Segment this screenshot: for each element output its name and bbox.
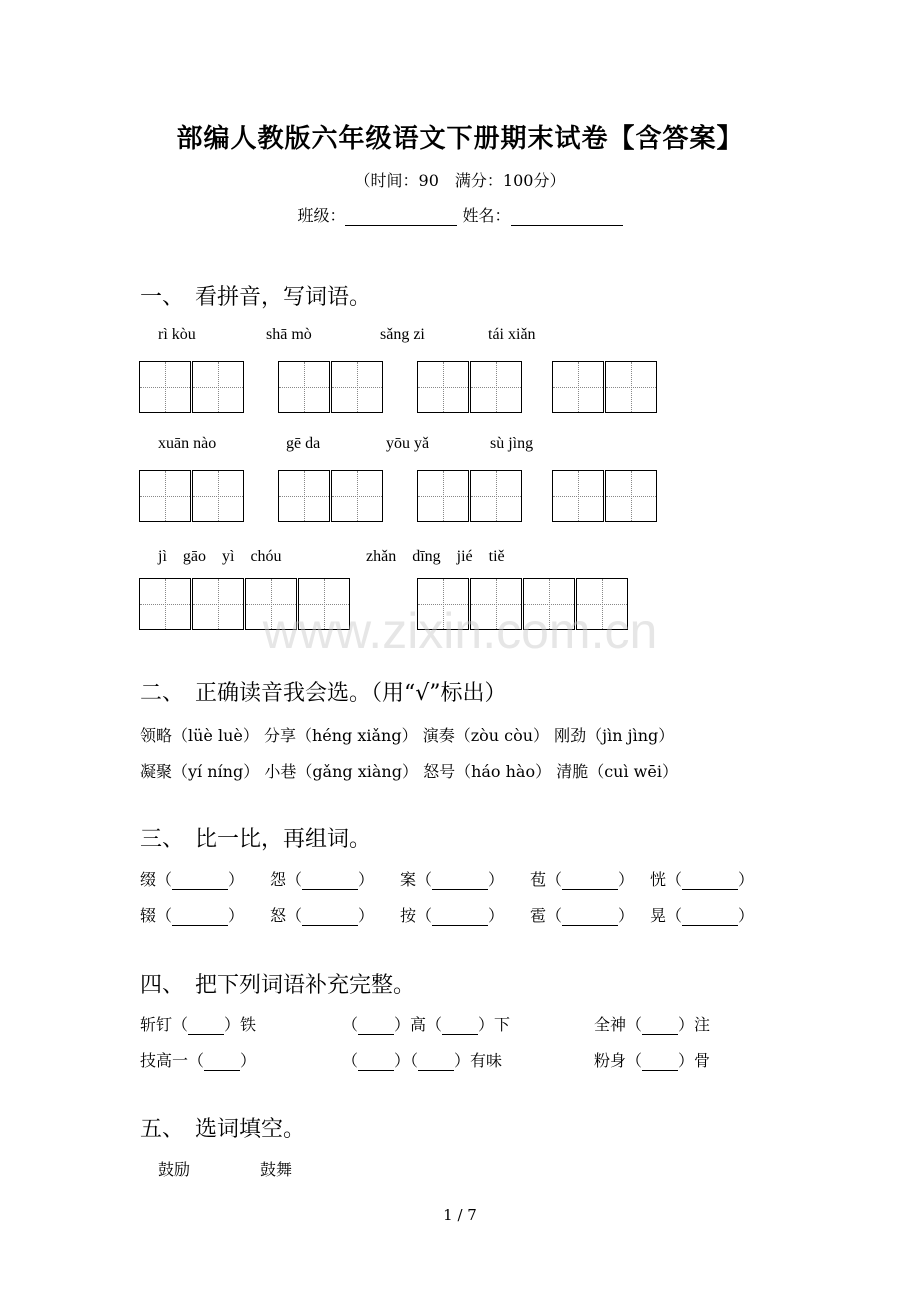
answer-blank[interactable]	[682, 875, 738, 890]
answer-blank[interactable]	[432, 911, 488, 926]
writing-grid-box[interactable]	[605, 470, 657, 522]
page-number: 1 / 7	[443, 1206, 477, 1224]
compare-item: 案（ ）	[400, 870, 505, 889]
answer-blank[interactable]	[682, 911, 738, 926]
compare-item: 雹（ ）	[530, 906, 635, 925]
pronunciation-item[interactable]: 怒号（háo hào）	[423, 762, 552, 781]
compare-item: 恍（ ）	[650, 870, 755, 889]
writing-grid-box[interactable]	[192, 361, 244, 413]
pinyin-label: yōu yǎ	[386, 435, 430, 452]
watermark: www.zixin.com.cn	[262, 603, 658, 659]
compare-item: 怨（ ）	[270, 870, 375, 889]
pinyin-label: sǎng zi	[380, 326, 425, 343]
writing-grid-box[interactable]	[331, 470, 383, 522]
name-label: 姓名：	[462, 206, 511, 225]
answer-blank[interactable]	[204, 1056, 240, 1071]
pinyin-label: sù jìng	[490, 435, 534, 452]
compare-item: 苞（ ）	[530, 870, 635, 889]
name-blank[interactable]	[511, 209, 623, 226]
answer-blank[interactable]	[172, 875, 228, 890]
compare-item: 怒（ ）	[270, 906, 375, 925]
pronunciation-item[interactable]: 领略（lüè luè）	[140, 726, 259, 745]
answer-blank[interactable]	[418, 1056, 454, 1071]
pronunciation-row	[140, 723, 674, 746]
pronunciation-item[interactable]: 凝聚（yí níng）	[140, 762, 260, 781]
idiom-item: （ ）（ ）有味	[342, 1051, 503, 1070]
pronunciation-item[interactable]: 刚劲（jìn jìng）	[554, 726, 675, 745]
pinyin-label: tái xiǎn	[488, 326, 536, 343]
section-5-title: 五、 选词填空。	[140, 1117, 306, 1142]
writing-grid-box[interactable]	[192, 470, 244, 522]
answer-blank[interactable]	[562, 911, 618, 926]
pronunciation-item[interactable]: 演奏（zòu còu）	[422, 726, 550, 745]
word-option: 鼓励	[158, 1160, 191, 1179]
writing-grid-box[interactable]	[417, 361, 469, 413]
idiom-item: 技高一（ ）	[140, 1051, 257, 1070]
pronunciation-item[interactable]: 分享（héng xiǎng）	[263, 726, 418, 745]
answer-blank[interactable]	[432, 875, 488, 890]
page-title: 部编人教版六年级语文下册期末试卷【含答案】	[176, 124, 744, 154]
writing-grid-box[interactable]	[331, 361, 383, 413]
writing-grid-box[interactable]	[139, 470, 191, 522]
pinyin-label: jì gāo yì chóu	[158, 548, 282, 565]
idiom-item: 斩钉（ ）铁	[140, 1015, 257, 1034]
pinyin-label: shā mò	[266, 326, 312, 343]
idiom-item: （ ）高（ ）下	[342, 1015, 511, 1034]
section-3-title: 三、 比一比，再组词。	[140, 827, 372, 852]
answer-blank[interactable]	[358, 1056, 394, 1071]
pronunciation-item[interactable]: 清脆（cuì wēi）	[556, 762, 678, 781]
answer-blank[interactable]	[302, 911, 358, 926]
writing-grid-box[interactable]	[552, 361, 604, 413]
answer-blank[interactable]	[442, 1020, 478, 1035]
writing-grid-box[interactable]	[552, 470, 604, 522]
class-name-line	[0, 203, 920, 226]
compare-item: 按（ ）	[400, 906, 505, 925]
writing-grid-box[interactable]	[139, 361, 191, 413]
class-label: 班级：	[297, 206, 346, 225]
pinyin-label: zhǎn dīng jié tiě	[366, 548, 505, 565]
pronunciation-row	[140, 759, 678, 782]
writing-grid-box[interactable]	[278, 361, 330, 413]
pinyin-label: rì kòu	[158, 326, 196, 343]
answer-blank[interactable]	[302, 875, 358, 890]
answer-blank[interactable]	[172, 911, 228, 926]
compare-item: 缀（ ）	[140, 870, 245, 889]
writing-grid-box[interactable]	[417, 470, 469, 522]
writing-grid-box[interactable]	[278, 470, 330, 522]
answer-blank[interactable]	[642, 1056, 678, 1071]
writing-grid-box[interactable]	[605, 361, 657, 413]
section-4-title: 四、 把下列词语补充完整。	[140, 973, 416, 998]
idiom-item: 全神（ ）注	[594, 1015, 711, 1034]
pinyin-label: xuān nào	[158, 435, 217, 452]
writing-grid-box[interactable]	[470, 470, 522, 522]
compare-item: 晃（ ）	[650, 906, 755, 925]
compare-item: 辍（ ）	[140, 906, 245, 925]
section-2-title: 二、 正确读音我会选。（用“√”标出）	[140, 681, 507, 706]
pinyin-label: gē da	[286, 435, 321, 452]
pronunciation-item[interactable]: 小巷（gǎng xiàng）	[264, 762, 418, 781]
answer-blank[interactable]	[188, 1020, 224, 1035]
writing-grid-box[interactable]	[470, 361, 522, 413]
idiom-item: 粉身（ ）骨	[594, 1051, 711, 1070]
word-option: 鼓舞	[260, 1160, 293, 1179]
answer-blank[interactable]	[642, 1020, 678, 1035]
section-1-title: 一、 看拼音，写词语。	[140, 285, 372, 310]
answer-blank[interactable]	[358, 1020, 394, 1035]
answer-blank[interactable]	[562, 875, 618, 890]
exam-time-info: （时间：90 满分：100分）	[354, 171, 566, 190]
class-blank[interactable]	[345, 209, 457, 226]
